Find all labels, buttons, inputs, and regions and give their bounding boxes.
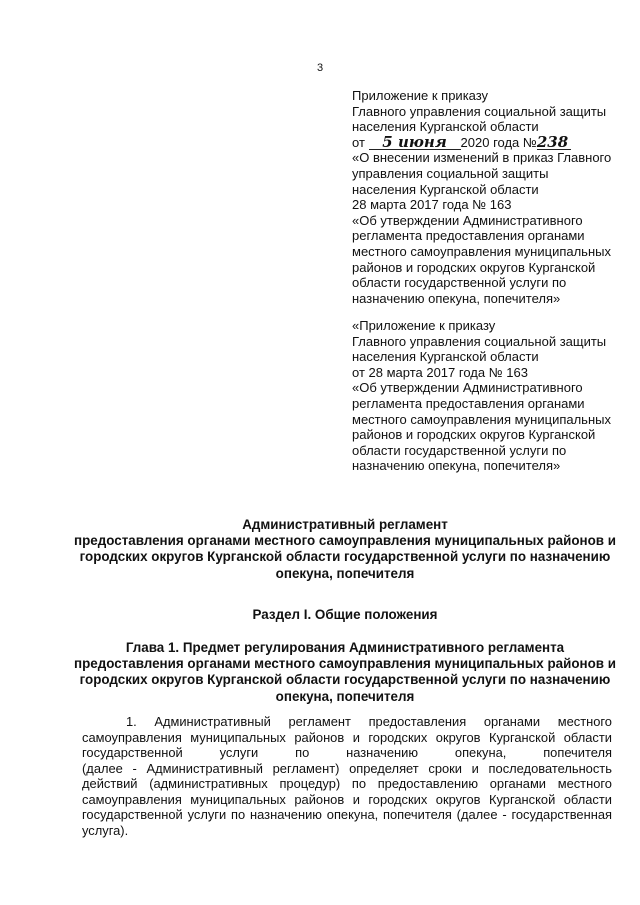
word: органами xyxy=(489,776,547,791)
appendix-line: населения Курганской области xyxy=(352,181,539,197)
word: определяет xyxy=(349,760,419,776)
appendix-line: области государственной услуги по xyxy=(352,275,567,291)
appendix-line: назначению опекуна, попечителя» xyxy=(352,458,561,474)
appendix-line: «О внесении изменений в приказ Главного xyxy=(352,150,612,166)
chapter-line: городских округов Курганской области государственной услуги по назначению xyxy=(79,672,611,688)
title-line: опекуна, попечителя xyxy=(275,565,415,581)
date-year-text: 2020 года № xyxy=(460,134,537,150)
word: органами xyxy=(483,714,541,729)
word: районов xyxy=(294,791,345,807)
appendix-line: населения Курганской области xyxy=(352,349,539,365)
appendix-line: населения Курганской области xyxy=(352,119,539,135)
chapter-heading xyxy=(60,640,630,705)
appendix-line: Главного управления социальной защиты xyxy=(352,103,607,119)
word: и xyxy=(352,791,360,807)
handwritten-order-number: 238 xyxy=(537,136,571,150)
appendix-line: Главного управления социальной защиты xyxy=(352,333,607,349)
word: по xyxy=(295,745,310,760)
word: регламент) xyxy=(272,760,340,776)
word: действий xyxy=(82,776,138,791)
justified-line xyxy=(82,745,612,761)
word: (далее xyxy=(82,760,123,776)
paragraph-line xyxy=(82,776,612,792)
justified-line xyxy=(82,761,612,777)
appendix-original-header xyxy=(352,318,620,474)
word: назначению xyxy=(250,807,322,822)
word: последовательность xyxy=(488,760,612,776)
word: - xyxy=(132,760,137,776)
word: (далее xyxy=(456,807,498,822)
word: и xyxy=(471,760,479,776)
word: опекуна, xyxy=(326,807,379,822)
word: 1. xyxy=(126,714,137,729)
title-line: предоставления органами местного самоуправления муниципальных районов и xyxy=(74,533,616,549)
appendix-line: Приложение к приказу xyxy=(352,88,489,103)
word: регламент xyxy=(288,714,351,729)
word: Административный xyxy=(154,714,271,729)
paragraph-line xyxy=(82,745,612,761)
justified-line xyxy=(82,807,612,823)
word: муниципальных xyxy=(190,729,286,745)
paragraph-line xyxy=(82,730,612,746)
word: местного xyxy=(557,714,612,729)
word: районов xyxy=(294,729,345,745)
appendix-line: регламента предоставления органами xyxy=(352,395,585,411)
word: попечителя xyxy=(383,807,452,822)
chapter-line: Глава 1. Предмет регулирования Административного регламента xyxy=(125,640,565,655)
word: местного xyxy=(557,776,612,791)
word: самоуправления xyxy=(82,791,182,807)
justified-line xyxy=(82,792,612,808)
paragraph-line xyxy=(82,761,612,777)
word: по xyxy=(351,776,367,791)
word: (административных xyxy=(149,776,268,791)
word: предоставлению xyxy=(377,776,479,791)
word: Курганской xyxy=(488,791,556,807)
handwritten-date: 5 июня xyxy=(369,136,461,150)
word: муниципальных xyxy=(190,791,286,807)
appendix-line: «Приложение к приказу xyxy=(352,318,496,333)
word: самоуправления xyxy=(82,729,182,745)
justified-line xyxy=(126,714,612,730)
word: округов xyxy=(435,791,481,807)
paragraph-line xyxy=(82,807,612,823)
word: государственной xyxy=(82,807,183,822)
word: назначению xyxy=(346,745,419,760)
word: области xyxy=(563,791,612,807)
paragraph-1 xyxy=(82,714,612,838)
paragraph-line: услуга). xyxy=(82,822,129,838)
word: и xyxy=(352,729,360,745)
appendix-current-header xyxy=(352,88,620,306)
document-title xyxy=(60,517,630,582)
section-heading-text: Раздел I. Общие положения xyxy=(252,607,438,622)
word: Административный xyxy=(146,760,263,776)
appendix-line: местного самоуправления муниципальных xyxy=(352,411,611,427)
word: городских xyxy=(368,791,428,807)
date-prefix: от xyxy=(352,134,365,150)
section-heading xyxy=(60,607,630,623)
chapter-line: предоставления органами местного самоуправления муниципальных районов и xyxy=(74,656,616,672)
word: по xyxy=(231,807,246,822)
word: области xyxy=(563,729,612,745)
word: Курганской xyxy=(488,729,556,745)
word: округов xyxy=(435,729,481,745)
word: услуги xyxy=(219,745,259,760)
justified-line xyxy=(82,730,612,746)
appendix-line: «Об утверждении Административного xyxy=(352,212,583,228)
paragraph-line xyxy=(82,792,612,808)
appendix-line: от 28 марта 2017 года № 163 xyxy=(352,364,528,380)
word: сроки xyxy=(428,760,462,776)
word: услуги xyxy=(187,807,227,822)
word: попечителя xyxy=(543,745,612,760)
word: предоставления xyxy=(368,714,467,729)
word: процедур) xyxy=(279,776,341,791)
word: государственной xyxy=(82,745,183,760)
appendix-line: регламента предоставления органами xyxy=(352,228,585,244)
appendix-line: управления социальной защиты xyxy=(352,165,549,181)
appendix-line: районов и городских округов Курганской xyxy=(352,427,596,443)
word: опекуна, xyxy=(454,745,507,760)
word: - xyxy=(502,807,507,822)
word: городских xyxy=(368,729,428,745)
justified-line xyxy=(82,776,612,792)
appendix-line: области государственной услуги по xyxy=(352,442,567,458)
title-line: Административный регламент xyxy=(242,517,448,532)
appendix-date-line xyxy=(352,132,620,151)
appendix-line: районов и городских округов Курганской xyxy=(352,259,596,275)
appendix-line: местного самоуправления муниципальных xyxy=(352,243,611,259)
chapter-line: опекуна, попечителя xyxy=(275,688,415,704)
appendix-line: назначению опекуна, попечителя» xyxy=(352,290,561,306)
appendix-line: 28 марта 2017 года № 163 xyxy=(352,197,512,213)
title-line: городских округов Курганской области государственной услуги по назначению xyxy=(79,549,611,565)
paragraph-line xyxy=(82,714,612,730)
appendix-line: «Об утверждении Административного xyxy=(352,380,583,396)
page-number: 3 xyxy=(316,62,324,74)
word: государственная xyxy=(511,807,612,822)
